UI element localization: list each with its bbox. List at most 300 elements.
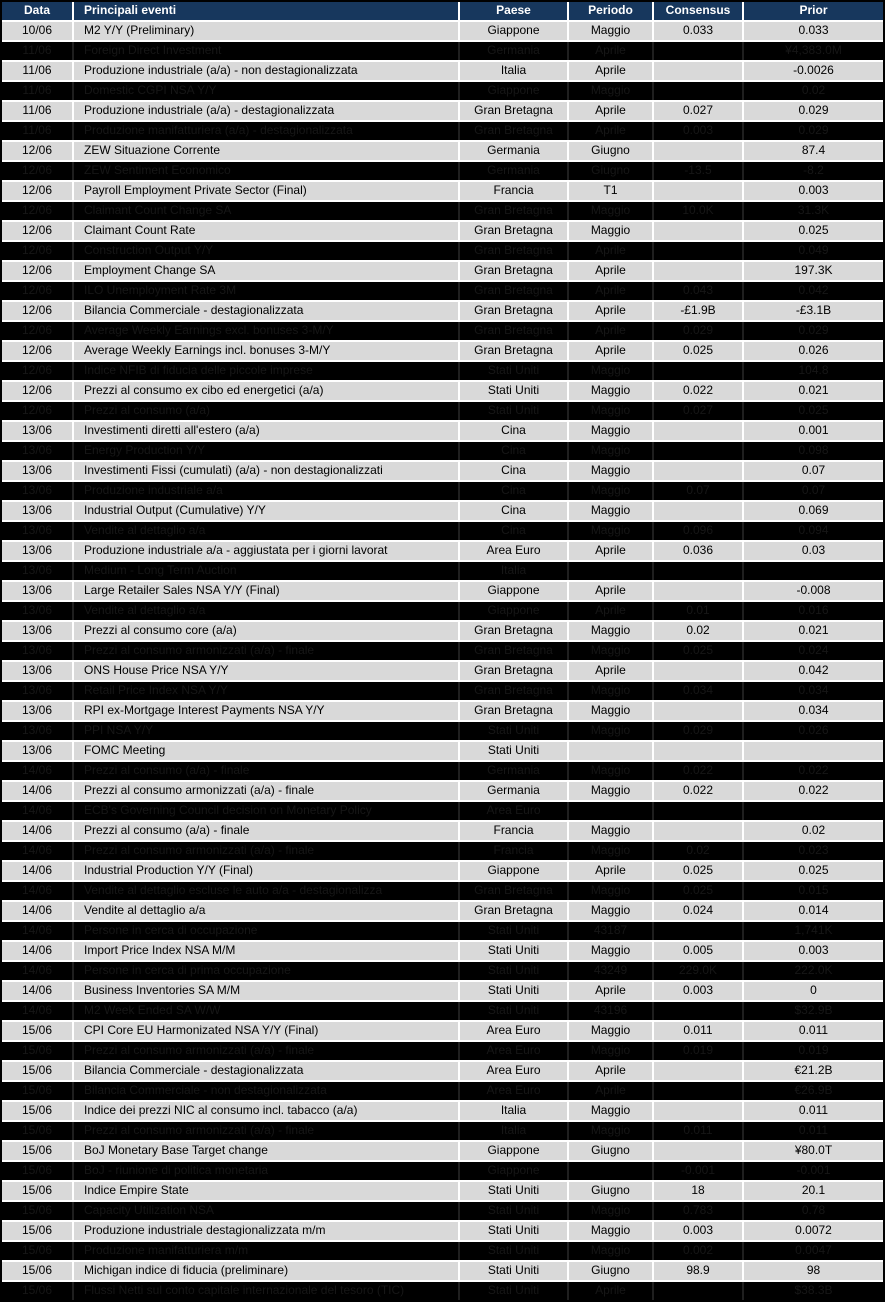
cell-period: Aprile	[569, 982, 654, 1000]
cell-event: Domestic CGPI NSA Y/Y	[74, 82, 460, 100]
cell-consensus: 229.0K	[654, 962, 744, 980]
cell-event: ECB's Governing Council decision on Monetary Policy	[74, 802, 460, 820]
cell-date: 12/06	[2, 402, 74, 420]
cell-event: ZEW Sentiment Economico	[74, 162, 460, 180]
cell-period: Maggio	[569, 842, 654, 860]
table-row-redacted	[2, 882, 883, 902]
cell-prior: ¥4,383.0M	[785, 43, 842, 57]
table-header-row	[2, 2, 883, 22]
column-header-periodo: Periodo	[569, 2, 654, 20]
cell-country: Gran Bretagna	[460, 642, 569, 660]
cell-date: 11/06	[2, 62, 74, 80]
table-row	[2, 982, 883, 1002]
cell-country: Stati Uniti	[460, 1262, 569, 1280]
cell-prior: €21.2B	[794, 1063, 833, 1077]
table-row	[2, 22, 883, 42]
cell-country: Gran Bretagna	[460, 222, 569, 240]
cell-period: Maggio	[569, 1222, 654, 1240]
cell-prior: 0.0072	[795, 1223, 832, 1237]
cell-event: Payroll Employment Private Sector (Final)	[74, 182, 460, 200]
cell-prior: 31.3K	[797, 203, 830, 217]
cell-prior: 0.003	[798, 183, 829, 197]
table-row	[2, 942, 883, 962]
cell-prior: 0.033	[798, 23, 829, 37]
cell-country: Gran Bretagna	[460, 622, 569, 640]
cell-event: M2 Week Ended SA W/W	[74, 1002, 460, 1020]
cell-country: Giappone	[460, 1162, 569, 1180]
table-row	[2, 1262, 883, 1282]
cell-date: 14/06	[2, 882, 74, 900]
cell-date: 15/06	[2, 1182, 74, 1200]
table-row	[2, 662, 883, 682]
cell-consensus: -0.001	[654, 1162, 744, 1180]
table-row-redacted	[2, 642, 883, 662]
cell-consensus: 0.036	[654, 542, 744, 560]
cell-country: Gran Bretagna	[460, 202, 569, 220]
cell-country: Gran Bretagna	[460, 122, 569, 140]
cell-event: Employment Change SA	[74, 262, 460, 280]
cell-period: Maggio	[569, 882, 654, 900]
cell-country: Gran Bretagna	[460, 702, 569, 720]
cell-event: Vendite al dettaglio escluse le auto a/a - destagionalizza	[74, 882, 460, 900]
cell-country: Germania	[460, 762, 569, 780]
cell-event: Medium - Long Term Auction	[74, 562, 460, 580]
table-row	[2, 462, 883, 482]
cell-country: Stati Uniti	[460, 1182, 569, 1200]
cell-event: Import Price Index NSA M/M	[74, 942, 460, 960]
cell-event: Vendite al dettaglio a/a	[74, 522, 460, 540]
cell-prior: 0.029	[798, 103, 829, 117]
cell-consensus	[654, 562, 744, 580]
cell-period: Aprile	[569, 102, 654, 120]
cell-period: Aprile	[569, 122, 654, 140]
cell-prior: $38.3B	[794, 1283, 833, 1297]
cell-date: 13/06	[2, 422, 74, 440]
cell-consensus	[654, 1282, 744, 1302]
table-row	[2, 782, 883, 802]
cell-event: Prezzi al consumo (a/a)	[74, 402, 460, 420]
cell-period	[569, 802, 654, 820]
cell-date: 14/06	[2, 902, 74, 920]
table-row	[2, 302, 883, 322]
cell-prior	[744, 742, 883, 760]
cell-date: 15/06	[2, 1122, 74, 1140]
cell-event: Produzione industriale destagionalizzata m/m	[74, 1222, 460, 1240]
cell-country: Gran Bretagna	[460, 262, 569, 280]
table-row-redacted	[2, 482, 883, 502]
cell-event: CPI Core EU Harmonizated NSA Y/Y (Final)	[74, 1022, 460, 1040]
cell-country: Cina	[460, 482, 569, 500]
table-row	[2, 1222, 883, 1242]
cell-country: Area Euro	[460, 1022, 569, 1040]
cell-consensus	[654, 802, 744, 820]
cell-prior: 0.015	[798, 883, 829, 897]
table-row	[2, 222, 883, 242]
cell-country: Italia	[460, 562, 569, 580]
cell-prior: 0.07	[801, 483, 826, 497]
cell-date: 11/06	[2, 122, 74, 140]
cell-consensus: 0.033	[654, 22, 744, 40]
cell-date: 11/06	[2, 102, 74, 120]
cell-event: ILO Unemployment Rate 3M	[74, 282, 460, 300]
cell-country: Stati Uniti	[460, 1242, 569, 1260]
cell-country: Gran Bretagna	[460, 682, 569, 700]
cell-period: Aprile	[569, 1062, 654, 1080]
cell-event: Produzione manifatturiera m/m	[74, 1242, 460, 1260]
cell-date: 11/06	[2, 42, 74, 60]
cell-period: Aprile	[569, 322, 654, 340]
cell-country: Giappone	[460, 1142, 569, 1160]
cell-period: Maggio	[569, 942, 654, 960]
table-row-redacted	[2, 282, 883, 302]
cell-prior: 0.034	[798, 683, 829, 697]
cell-date: 13/06	[2, 542, 74, 560]
cell-prior: 0.021	[798, 623, 829, 637]
cell-date: 15/06	[2, 1222, 74, 1240]
cell-prior: 0.026	[798, 723, 829, 737]
cell-consensus: 0.025	[654, 342, 744, 360]
cell-consensus	[654, 702, 744, 720]
cell-period: Aprile	[569, 242, 654, 260]
cell-period	[569, 742, 654, 760]
cell-country: Italia	[460, 1102, 569, 1120]
cell-consensus	[654, 922, 744, 940]
cell-country: Area Euro	[460, 1062, 569, 1080]
cell-consensus	[654, 142, 744, 160]
cell-event: Indice dei prezzi NIC al consumo incl. tabacco (a/a)	[74, 1102, 460, 1120]
cell-period: Maggio	[569, 222, 654, 240]
cell-consensus	[654, 1102, 744, 1120]
cell-country: Stati Uniti	[460, 722, 569, 740]
cell-country: Italia	[460, 62, 569, 80]
cell-consensus: 0.02	[654, 622, 744, 640]
cell-event: Vendite al dettaglio a/a	[74, 902, 460, 920]
cell-consensus: 0.003	[654, 122, 744, 140]
table-row	[2, 62, 883, 82]
cell-country: Stati Uniti	[460, 1282, 569, 1302]
cell-period: Giugno	[569, 162, 654, 180]
cell-country: Area Euro	[460, 1042, 569, 1060]
cell-date: 15/06	[2, 1202, 74, 1220]
cell-prior: -0.0026	[793, 63, 834, 77]
table-row-redacted	[2, 962, 883, 982]
cell-date: 13/06	[2, 682, 74, 700]
cell-event: Prezzi al consumo core (a/a)	[74, 622, 460, 640]
cell-date: 13/06	[2, 602, 74, 620]
cell-event: Average Weekly Earnings incl. bonuses 3-M/Y	[74, 342, 460, 360]
cell-consensus: 0.022	[654, 762, 744, 780]
cell-country: Gran Bretagna	[460, 242, 569, 260]
cell-prior: 0.069	[798, 503, 829, 517]
table-row-redacted	[2, 202, 883, 222]
cell-event: Indice NFIB di fiducia delle piccole imprese	[74, 362, 460, 380]
cell-consensus	[654, 242, 744, 260]
cell-country: Germania	[460, 782, 569, 800]
table-row-redacted	[2, 122, 883, 142]
cell-country: Stati Uniti	[460, 1202, 569, 1220]
table-row-redacted	[2, 762, 883, 782]
cell-country: Germania	[460, 142, 569, 160]
table-row-redacted	[2, 922, 883, 942]
cell-country: Giappone	[460, 82, 569, 100]
cell-consensus	[654, 442, 744, 460]
cell-prior: 0	[810, 983, 817, 997]
cell-country: Stati Uniti	[460, 1002, 569, 1020]
cell-prior: 0.025	[798, 863, 829, 877]
cell-consensus: 0.025	[654, 882, 744, 900]
table-row-redacted	[2, 322, 883, 342]
cell-event: Investimenti diretti all'estero (a/a)	[74, 422, 460, 440]
cell-date: 12/06	[2, 142, 74, 160]
table-row	[2, 742, 883, 762]
table-row-redacted	[2, 842, 883, 862]
cell-prior: 0.034	[798, 703, 829, 717]
table-body	[2, 22, 883, 1302]
cell-period: Aprile	[569, 542, 654, 560]
cell-date: 15/06	[2, 1062, 74, 1080]
cell-period: Maggio	[569, 642, 654, 660]
cell-country: Giappone	[460, 862, 569, 880]
cell-date: 14/06	[2, 942, 74, 960]
cell-date: 13/06	[2, 462, 74, 480]
cell-event: Produzione manifatturiera (a/a) - destagionalizzata	[74, 122, 460, 140]
cell-event: Prezzi al consumo armonizzati (a/a) - finale	[74, 1042, 460, 1060]
cell-date: 12/06	[2, 262, 74, 280]
cell-consensus: 98.9	[654, 1262, 744, 1280]
cell-date: 14/06	[2, 822, 74, 840]
cell-prior: 0.094	[798, 523, 829, 537]
cell-period: Maggio	[569, 502, 654, 520]
cell-consensus	[654, 502, 744, 520]
cell-date: 15/06	[2, 1242, 74, 1260]
cell-period: Maggio	[569, 1122, 654, 1140]
cell-country: Cina	[460, 462, 569, 480]
table-row	[2, 862, 883, 882]
cell-event: Bilancia Commerciale - non destagionalizzata	[74, 1082, 460, 1100]
table-row-redacted	[2, 82, 883, 102]
cell-event: Energy Production Y/Y	[74, 442, 460, 460]
cell-period: T1	[569, 182, 654, 200]
cell-period: Aprile	[569, 1082, 654, 1100]
cell-date: 12/06	[2, 382, 74, 400]
cell-event: Prezzi al consumo armonizzati (a/a) - finale	[74, 782, 460, 800]
cell-event: Capacity Utilization NSA	[74, 1202, 460, 1220]
cell-consensus: 0.029	[654, 322, 744, 340]
cell-prior: 0.029	[798, 123, 829, 137]
table-row-redacted	[2, 802, 883, 822]
cell-consensus: 0.005	[654, 942, 744, 960]
cell-event: Industrial Output (Cumulative) Y/Y	[74, 502, 460, 520]
cell-event: Foreign Direct Investment	[74, 42, 460, 60]
cell-consensus	[654, 42, 744, 60]
cell-event: BoJ Monetary Base Target change	[74, 1142, 460, 1160]
cell-period: Aprile	[569, 262, 654, 280]
cell-event: Prezzi al consumo armonizzati (a/a) - finale	[74, 842, 460, 860]
table-row-redacted	[2, 442, 883, 462]
cell-country: Gran Bretagna	[460, 282, 569, 300]
cell-period: Maggio	[569, 402, 654, 420]
cell-date: 13/06	[2, 582, 74, 600]
cell-date: 14/06	[2, 762, 74, 780]
cell-consensus	[654, 582, 744, 600]
table-row	[2, 622, 883, 642]
cell-period	[569, 1162, 654, 1180]
cell-country: Gran Bretagna	[460, 662, 569, 680]
cell-prior: -8.2	[803, 163, 824, 177]
cell-date: 14/06	[2, 1002, 74, 1020]
cell-prior: 0.024	[798, 643, 829, 657]
cell-consensus	[654, 82, 744, 100]
cell-country: Germania	[460, 162, 569, 180]
cell-country: Stati Uniti	[460, 982, 569, 1000]
cell-event: ONS House Price NSA Y/Y	[74, 662, 460, 680]
table-row	[2, 542, 883, 562]
table-row-redacted	[2, 1242, 883, 1262]
cell-event: Average Weekly Earnings excl. bonuses 3-M/Y	[74, 322, 460, 340]
cell-consensus: 0.022	[654, 782, 744, 800]
cell-consensus: 0.043	[654, 282, 744, 300]
cell-country: Gran Bretagna	[460, 302, 569, 320]
cell-country: Cina	[460, 522, 569, 540]
cell-date: 12/06	[2, 342, 74, 360]
cell-period: Maggio	[569, 522, 654, 540]
table-row	[2, 1142, 883, 1162]
table-row	[2, 1022, 883, 1042]
cell-prior: 0.019	[798, 1043, 829, 1057]
cell-consensus: 0.027	[654, 102, 744, 120]
cell-date: 10/06	[2, 22, 74, 40]
cell-period: Maggio	[569, 1102, 654, 1120]
cell-date: 12/06	[2, 202, 74, 220]
cell-prior: ¥80.0T	[794, 1143, 833, 1157]
cell-prior: 98	[806, 1263, 821, 1277]
cell-country: Francia	[460, 842, 569, 860]
cell-period: Aprile	[569, 662, 654, 680]
cell-consensus: 0.011	[654, 1022, 744, 1040]
cell-prior: -0.001	[796, 1163, 831, 1177]
cell-date: 14/06	[2, 862, 74, 880]
table-row-redacted	[2, 1122, 883, 1142]
cell-event: Flussi Netti sul conto capitale internazionale del tesoro (TIC)	[74, 1282, 460, 1302]
cell-consensus	[654, 742, 744, 760]
column-header-data: Data	[2, 2, 74, 20]
cell-consensus: 0.096	[654, 522, 744, 540]
table-row	[2, 1102, 883, 1122]
cell-date: 15/06	[2, 1262, 74, 1280]
cell-consensus: 0.02	[654, 842, 744, 860]
cell-country: Giappone	[460, 602, 569, 620]
table-row	[2, 102, 883, 122]
cell-consensus: 0.025	[654, 642, 744, 660]
cell-period: Aprile	[569, 1282, 654, 1302]
cell-country: Stati Uniti	[460, 382, 569, 400]
cell-prior: 0.022	[798, 763, 829, 777]
cell-prior: 222.0K	[794, 963, 833, 977]
cell-prior: 0.02	[801, 83, 826, 97]
cell-event: Persone in cerca di occupazione	[74, 922, 460, 940]
table-row	[2, 142, 883, 162]
cell-period: Maggio	[569, 442, 654, 460]
table-row	[2, 702, 883, 722]
cell-prior: 1,741K	[794, 923, 833, 937]
cell-consensus	[654, 1062, 744, 1080]
cell-event: Prezzi al consumo ex cibo ed energetici (a/a)	[74, 382, 460, 400]
cell-country: Gran Bretagna	[460, 342, 569, 360]
cell-prior: 0.0047	[795, 1243, 832, 1257]
cell-date: 15/06	[2, 1042, 74, 1060]
cell-consensus	[654, 62, 744, 80]
cell-period: Maggio	[569, 1242, 654, 1260]
cell-prior	[744, 802, 883, 820]
cell-event: Prezzi al consumo armonizzati (a/a) - finale	[74, 642, 460, 660]
cell-period	[569, 562, 654, 580]
cell-date: 15/06	[2, 1082, 74, 1100]
cell-country: Area Euro	[460, 542, 569, 560]
table-row-redacted	[2, 162, 883, 182]
table-row	[2, 182, 883, 202]
cell-event: BoJ - riunione di politica monetaria	[74, 1162, 460, 1180]
cell-date: 13/06	[2, 482, 74, 500]
cell-prior: 197.3K	[794, 263, 833, 277]
cell-period: Aprile	[569, 862, 654, 880]
cell-event: Michigan indice di fiducia (preliminare)	[74, 1262, 460, 1280]
cell-prior: 0.025	[798, 403, 829, 417]
cell-date: 12/06	[2, 162, 74, 180]
cell-date: 13/06	[2, 642, 74, 660]
cell-consensus: 0.022	[654, 382, 744, 400]
cell-consensus: 0.025	[654, 862, 744, 880]
cell-event: Investimenti Fissi (cumulati) (a/a) - non destagionalizzati	[74, 462, 460, 480]
cell-consensus: 0.783	[654, 1202, 744, 1220]
cell-period: Maggio	[569, 382, 654, 400]
cell-prior: 0.025	[798, 223, 829, 237]
table-row	[2, 1062, 883, 1082]
column-header-eventi: Principali eventi	[74, 2, 460, 20]
cell-country: Gran Bretagna	[460, 882, 569, 900]
cell-consensus: 0.003	[654, 982, 744, 1000]
cell-period: Aprile	[569, 62, 654, 80]
cell-country: Area Euro	[460, 1082, 569, 1100]
cell-date: 15/06	[2, 1282, 74, 1302]
cell-date: 14/06	[2, 782, 74, 800]
cell-date: 14/06	[2, 842, 74, 860]
cell-consensus: 0.003	[654, 1222, 744, 1240]
cell-period: Maggio	[569, 462, 654, 480]
cell-period: Maggio	[569, 1042, 654, 1060]
cell-consensus	[654, 662, 744, 680]
cell-prior	[744, 562, 883, 580]
cell-country: Germania	[460, 42, 569, 60]
table-row	[2, 342, 883, 362]
cell-date: 15/06	[2, 1022, 74, 1040]
cell-date: 13/06	[2, 502, 74, 520]
cell-date: 13/06	[2, 662, 74, 680]
cell-prior: 0.014	[798, 903, 829, 917]
cell-period: Aprile	[569, 302, 654, 320]
cell-period: Maggio	[569, 822, 654, 840]
cell-period: Aprile	[569, 42, 654, 60]
cell-date: 12/06	[2, 182, 74, 200]
table-row	[2, 822, 883, 842]
cell-event: Claimant Count Change SA	[74, 202, 460, 220]
cell-date: 14/06	[2, 982, 74, 1000]
cell-date: 11/06	[2, 82, 74, 100]
cell-date: 12/06	[2, 302, 74, 320]
cell-country: Italia	[460, 1122, 569, 1140]
cell-prior: 0.78	[801, 1203, 826, 1217]
cell-consensus: 0.01	[654, 602, 744, 620]
cell-prior: 0.026	[798, 343, 829, 357]
